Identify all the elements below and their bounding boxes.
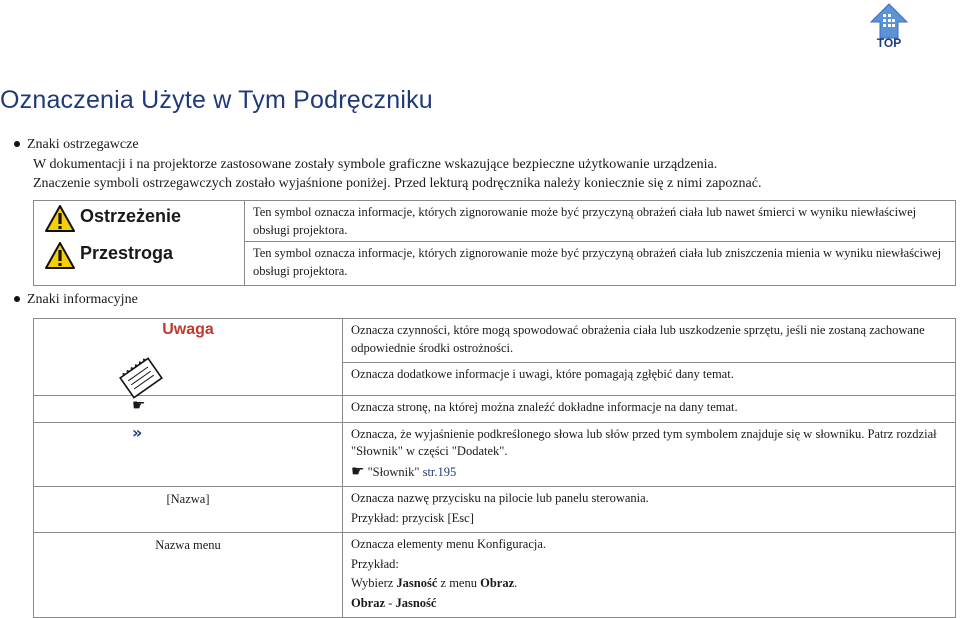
table-row <box>34 487 956 533</box>
warnings-paragraph-line-2: Znaczenie symboli ostrzegawczych zostało wyjaśnione poniżej. Przed lekturą podręcznika należy koniecznie się z nimi zapoznać. <box>33 176 762 191</box>
button-name-description: Oznacza nazwę przycisku na pilocie lub panelu sterowania. Przykład: przycisk [Esc] <box>343 487 956 533</box>
bullet-icon <box>14 141 20 147</box>
caution-description: Ten symbol oznacza informacje, których zignorowanie może być przyczyną obrażeń ciała lub zniszczenia mienia w wyniku niewłaściwej obsługi projektora. <box>245 242 956 286</box>
section-heading-warnings: Znaki ostrzegawcze <box>14 137 139 153</box>
table-row <box>34 319 956 363</box>
warnings-paragraph-line-1: W dokumentacji i na projektorze zastosowane zostały symbole graficzne wskazujące bezpieczne użytkowanie urządzenia. <box>33 157 718 172</box>
warning-symbols-cell <box>34 201 245 286</box>
table-row <box>34 422 956 487</box>
uwaga-description: Oznacza czynności, które mogą spowodować obrażenia ciała lub uszkodzenie sprzętu, jeśli nie zostaną zachowane odpowiednie środki ostrożności. <box>343 319 956 363</box>
glossary-description: Oznacza, że wyjaśnienie podkreślonego słowa lub słów przed tym symbolem znajduje się w słowniku. Patrz rozdział "Słownik" w części "Dodatek". ☛ "Słownik" str.195 <box>343 422 956 487</box>
pointing-hand-icon: ☛ <box>351 461 365 480</box>
bullet-icon <box>14 296 20 302</box>
note-description: Oznacza dodatkowe informacje i uwagi, które pomagają zgłębić dany temat. <box>343 363 956 396</box>
caution-triangle-icon <box>45 242 75 269</box>
table-row <box>34 533 956 618</box>
reference-description: Oznacza stronę, na której można znaleźć dokładne informacje na dany temat. <box>343 396 956 423</box>
menu-name-description: Oznacza elementy menu Konfiguracja. Przykład: Wybierz Jasność z menu Obraz. Obraz - Jasność <box>343 533 956 618</box>
top-button[interactable] <box>868 2 910 50</box>
info-symbols-table <box>33 318 956 618</box>
uwaga-symbol-cell <box>34 319 343 396</box>
warning-symbols-table <box>33 200 956 286</box>
uwaga-label: Uwaga <box>162 321 214 338</box>
glossary-page-link[interactable]: str.195 <box>422 464 457 479</box>
section-heading-info: Znaki informacyjne <box>14 292 138 308</box>
pointing-hand-icon: ☛ <box>132 396 146 414</box>
table-row <box>34 201 956 242</box>
warning-description: Ten symbol oznacza informacje, których zignorowanie może być przyczyną obrażeń ciała lub nawet śmierci w wyniku niewłaściwej obsługi projektora. <box>245 201 956 242</box>
warning-triangle-icon <box>45 205 75 232</box>
double-arrow-icon: » <box>132 422 143 442</box>
warning-label: Ostrzeżenie <box>80 206 182 226</box>
reference-symbol-cell <box>34 396 343 423</box>
top-button-label: TOP <box>876 36 902 50</box>
page-title: Oznaczenia Użyte w Tym Podręczniku <box>0 86 433 114</box>
caution-label: Przestroga <box>80 243 174 263</box>
name-symbol-cell: [Nazwa] <box>34 487 343 533</box>
menu-name-symbol-cell: Nazwa menu <box>34 533 343 618</box>
table-row <box>34 396 956 423</box>
notepad-icon <box>118 356 164 400</box>
glossary-symbol-cell <box>34 422 343 487</box>
